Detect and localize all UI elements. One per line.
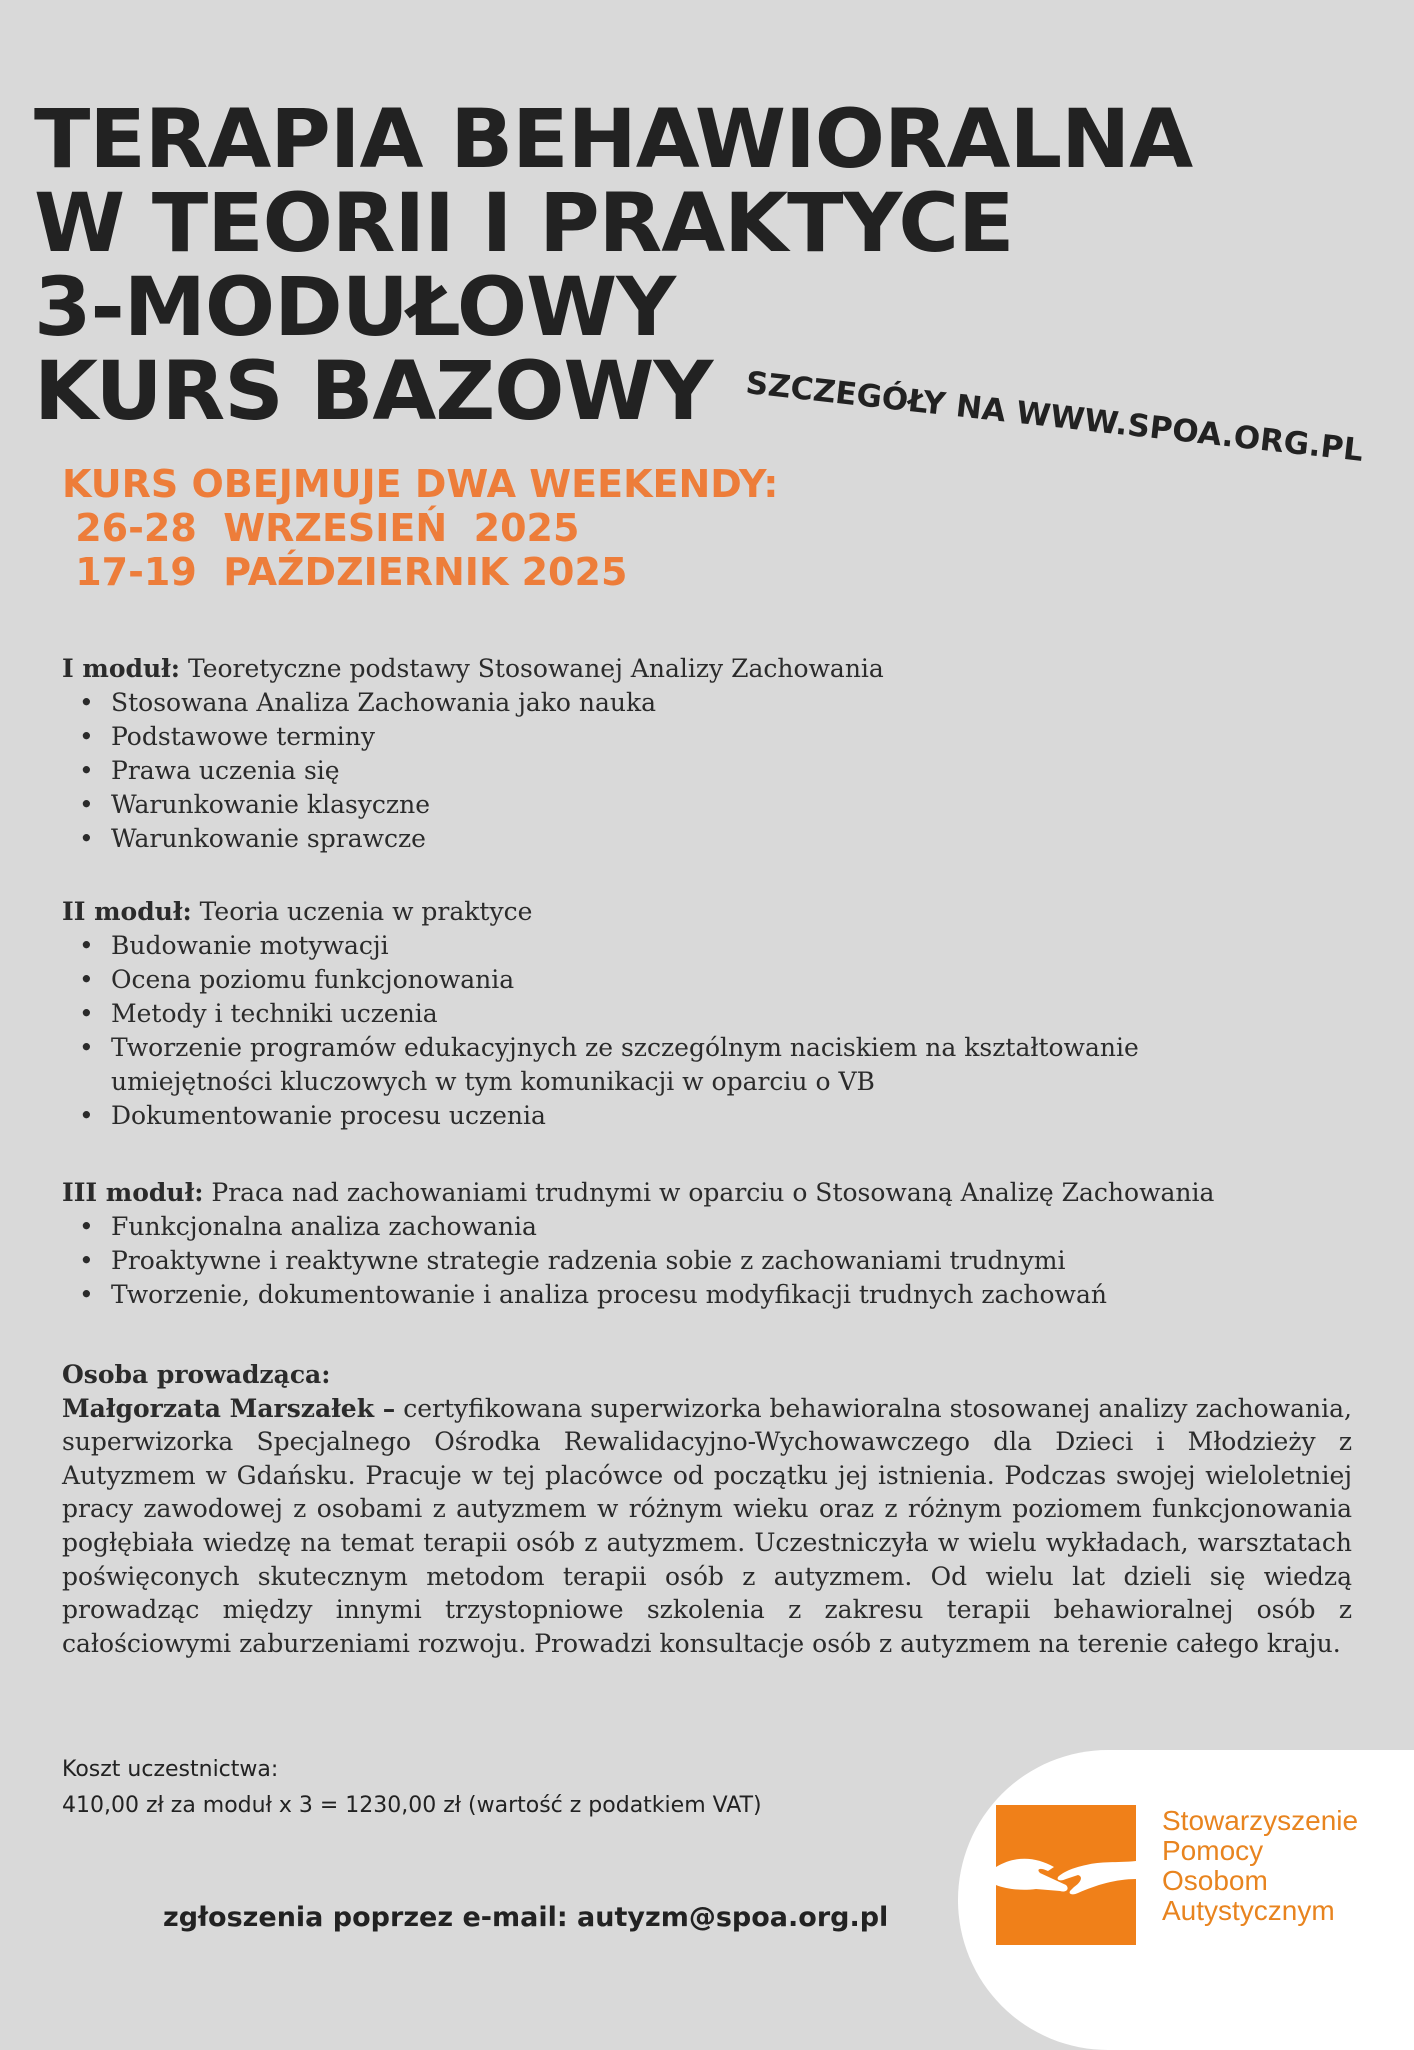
- list-item: • Budowanie motywacji: [111, 929, 1212, 963]
- instructor-section: [62, 1358, 1352, 1660]
- module-title: Teoria uczenia w praktyce: [191, 897, 533, 926]
- cost-section: [62, 1752, 762, 1824]
- module-label: I moduł:: [62, 654, 181, 683]
- instructor-label: Osoba prowadząca:: [62, 1360, 331, 1389]
- module-2: [62, 895, 1212, 1133]
- cost-value: 410,00 zł za moduł x 3 = 1230,00 zł (wartość z podatkiem VAT): [62, 1793, 762, 1818]
- list-item: • Warunkowanie klasyczne: [111, 788, 884, 822]
- contact-email[interactable]: zgłoszenia poprzez e-mail: autyzm@spoa.org.pl: [163, 1902, 889, 1933]
- cost-label: Koszt uczestnictwa:: [62, 1757, 279, 1782]
- module-title: Teoretyczne podstawy Stosowanej Analizy Zachowania: [180, 654, 884, 683]
- list-item: • Funkcjonalna analiza zachowania: [111, 1210, 1214, 1244]
- details-link[interactable]: SZCZEGÓŁY NA WWW.SPOA.ORG.PL: [744, 365, 1365, 469]
- list-item: • Warunkowanie sprawcze: [111, 822, 884, 856]
- module-title: Praca nad zachowaniami trudnymi w oparciu o Stosowaną Analizę Zachowania: [203, 1178, 1215, 1207]
- schedule-date: 26-28 WRZESIEŃ 2025: [62, 506, 580, 550]
- instructor-name: Małgorzata Marszałek –: [62, 1393, 396, 1423]
- list-item: • Tworzenie programów edukacyjnych ze szczególnym naciskiem na kształtowanie umiejętności kluczowych w tym komunikacji w oparciu o VB: [111, 1031, 1212, 1099]
- logo-line: Osobom: [1162, 1865, 1268, 1896]
- module-3: [62, 1176, 1214, 1312]
- instructor-bio: certyfikowana superwizorka behawioralna stosowanej analizy zachowania, superwizorka Specjalnego Ośrodka Rewalidacyjno-Wychowawczego dla Dzieci i Młodzieży z Autyzmem w Gdańsku. Pracuje w tej placówce od początku jej istnienia. Podczas swojej wieloletniej pracy zawodowej z osobami z autyzmem w różnym wieku oraz z różnym poziomem funkcjonowania pogłębiała wiedzę na temat terapii osób z autyzmem. Uczestniczyła w wielu wykładach, warsztatach poświęconych skutecznym metodom terapii osób z autyzmem. Od wielu lat dzieli się wiedzą prowadząc między innymi trzystopniowe szkolenia z zakresu terapii behawioralnej osób z całościowymi zaburzeniami rozwoju. Prowadzi konsultacje osób z autyzmem na terenie całego kraju.: [62, 1393, 1352, 1658]
- title-line: TERAPIA BEHAWIORALNA: [34, 93, 1193, 187]
- schedule: [62, 462, 778, 594]
- module-topics: [62, 929, 1212, 1133]
- module-1: [62, 652, 884, 856]
- list-item: • Proaktywne i reaktywne strategie radzenia sobie z zachowaniami trudnymi: [111, 1244, 1214, 1278]
- module-topics: [62, 686, 884, 856]
- list-item: • Dokumentowanie procesu uczenia: [111, 1099, 1212, 1133]
- module-heading: [62, 1176, 1214, 1210]
- schedule-heading: KURS OBEJMUJE DWA WEEKENDY:: [62, 462, 779, 506]
- logo-text: [1162, 1806, 1358, 1926]
- hands-icon: [996, 1805, 1136, 1945]
- schedule-date: 17-19 PAŹDZIERNIK 2025: [62, 550, 628, 594]
- module-heading: [62, 652, 884, 686]
- list-item: • Tworzenie, dokumentowanie i analiza procesu modyfikacji trudnych zachowań: [111, 1278, 1214, 1312]
- module-topics: [62, 1210, 1214, 1312]
- list-item: • Metody i techniki uczenia: [111, 997, 1212, 1031]
- module-label: III moduł:: [62, 1178, 204, 1207]
- list-item: • Ocena poziomu funkcjonowania: [111, 963, 1212, 997]
- title-line: W TEORII I PRAKTYCE: [34, 177, 1014, 271]
- list-item: • Podstawowe terminy: [111, 720, 884, 754]
- module-label: II moduł:: [62, 897, 192, 926]
- list-item: • Prawa uczenia się: [111, 754, 884, 788]
- logo-line: Pomocy: [1162, 1835, 1264, 1866]
- list-item: • Stosowana Analiza Zachowania jako nauka: [111, 686, 884, 720]
- logo-line: Autystycznym: [1162, 1895, 1335, 1926]
- title-line: 3-MODUŁOWY: [34, 261, 676, 355]
- module-heading: [62, 895, 1212, 929]
- title-line: KURS BAZOWY: [34, 345, 713, 439]
- logo-line: Stowarzyszenie: [1162, 1805, 1359, 1836]
